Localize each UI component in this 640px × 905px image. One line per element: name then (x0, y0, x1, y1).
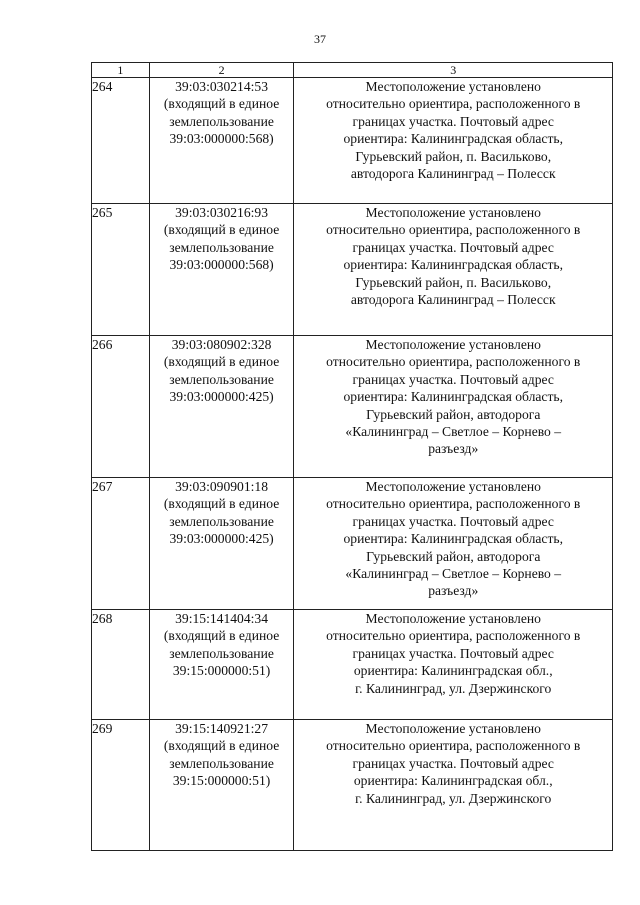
location-line: разъезд» (428, 583, 479, 599)
cadastral-line: (входящий в единое (163, 628, 280, 644)
table-row (92, 78, 613, 204)
location-line: границах участка. Почтовый адрес (352, 371, 554, 387)
column-header: 3 (294, 63, 613, 78)
column-header: 1 (92, 63, 150, 78)
cadastral-line: 39:03:030214:53 (175, 79, 269, 94)
cadastral-line: 39:15:000000:51) (172, 773, 271, 789)
cadastral-number-cell (149, 78, 294, 204)
location-line: разъезд» (428, 441, 479, 457)
location-line: относительно ориентира, расположенного в (326, 354, 581, 370)
location-line: относительно ориентира, расположенного в (326, 222, 581, 238)
location-line: границах участка. Почтовый адрес (352, 113, 554, 129)
row-number: 265 (92, 204, 150, 336)
location-line: Местоположение установлено (365, 79, 541, 94)
page-number: 37 (314, 32, 326, 46)
row-number: 267 (92, 478, 150, 610)
row-number: 269 (92, 720, 150, 851)
cadastral-number-cell (149, 204, 294, 336)
location-line: Местоположение установлено (365, 479, 541, 494)
location-line: относительно ориентира, расположенного в (326, 738, 581, 754)
location-line: Местоположение установлено (365, 611, 541, 626)
location-line: относительно ориентира, расположенного в (326, 496, 581, 512)
location-line: «Калининград – Светлое – Корнево – (345, 424, 562, 440)
cadastral-line: 39:15:141404:34 (175, 611, 269, 626)
cadastral-line: землепользование (169, 513, 274, 529)
cadastral-line: 39:03:000000:425) (169, 531, 274, 547)
location-line: г. Калининград, ул. Дзержинского (355, 790, 552, 806)
location-line: ориентира: Калининградская область, (343, 257, 563, 273)
location-line: Местоположение установлено (365, 721, 541, 736)
location-line: Местоположение установлено (365, 337, 541, 352)
location-line: Местоположение установлено (365, 205, 541, 220)
cadastral-number-cell (149, 336, 294, 478)
location-line: ориентира: Калининградская область, (343, 131, 563, 147)
location-line: Гурьевский район, автодорога (366, 548, 541, 564)
location-line: границах участка. Почтовый адрес (352, 755, 554, 771)
location-description-cell (294, 78, 613, 204)
location-line: границах участка. Почтовый адрес (352, 513, 554, 529)
location-line: относительно ориентира, расположенного в (326, 628, 581, 644)
column-header: 2 (149, 63, 294, 78)
location-line: автодорога Калининград – Полесск (350, 166, 556, 182)
location-line: ориентира: Калининградская обл., (353, 773, 553, 789)
cadastral-line: 39:03:090901:18 (175, 479, 269, 494)
location-line: Гурьевский район, автодорога (366, 406, 541, 422)
cadastral-number-cell (149, 610, 294, 720)
location-line: г. Калининград, ул. Дзержинского (355, 680, 552, 696)
cadastral-line: 39:03:080902:328 (171, 337, 272, 352)
cadastral-line: (входящий в единое (163, 96, 280, 112)
cadastral-line: (входящий в единое (163, 496, 280, 512)
location-line: автодорога Калининград – Полесск (350, 292, 556, 308)
cadastral-line: землепользование (169, 645, 274, 661)
location-line: границах участка. Почтовый адрес (352, 239, 554, 255)
cadastral-line: 39:03:000000:568) (169, 257, 274, 273)
cadastral-number-cell (149, 720, 294, 851)
row-number: 266 (92, 336, 150, 478)
table-row (92, 204, 613, 336)
location-description-cell (294, 204, 613, 336)
cadastral-line: (входящий в единое (163, 738, 280, 754)
cadastral-line: (входящий в единое (163, 222, 280, 238)
cadastral-line: землепользование (169, 113, 274, 129)
location-description-cell (294, 336, 613, 478)
table-row (92, 610, 613, 720)
location-line: относительно ориентира, расположенного в (326, 96, 581, 112)
cadastral-line: 39:15:140921:27 (175, 721, 269, 736)
location-description-cell (294, 478, 613, 610)
cadastral-line: землепользование (169, 371, 274, 387)
location-line: «Калининград – Светлое – Корнево – (345, 566, 562, 582)
cadastral-line: землепользование (169, 239, 274, 255)
table-row (92, 720, 613, 851)
table-row (92, 336, 613, 478)
location-line: ориентира: Калининградская обл., (353, 663, 553, 679)
cadastral-line: (входящий в единое (163, 354, 280, 370)
location-description-cell (294, 610, 613, 720)
cadastral-line: землепользование (169, 755, 274, 771)
location-line: Гурьевский район, п. Васильково, (355, 274, 552, 290)
row-number: 268 (92, 610, 150, 720)
location-line: ориентира: Калининградская область, (343, 531, 563, 547)
location-line: ориентира: Калининградская область, (343, 389, 563, 405)
table-row (92, 478, 613, 610)
cadastral-number-cell (149, 478, 294, 610)
location-line: Гурьевский район, п. Васильково, (355, 148, 552, 164)
row-number: 264 (92, 78, 150, 204)
cadastral-line: 39:15:000000:51) (172, 663, 271, 679)
cadastral-line: 39:03:000000:425) (169, 389, 274, 405)
parcels-table (91, 62, 613, 851)
cadastral-line: 39:03:030216:93 (175, 205, 269, 220)
cadastral-line: 39:03:000000:568) (169, 131, 274, 147)
table-header-row (92, 63, 613, 78)
location-description-cell (294, 720, 613, 851)
location-line: границах участка. Почтовый адрес (352, 645, 554, 661)
